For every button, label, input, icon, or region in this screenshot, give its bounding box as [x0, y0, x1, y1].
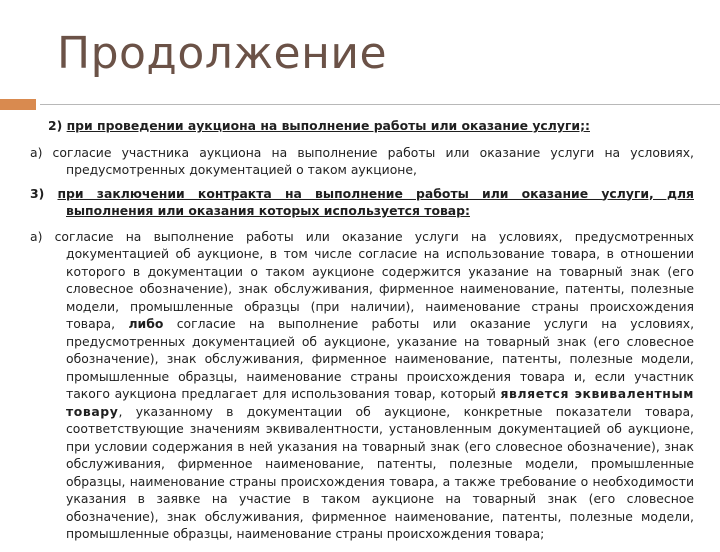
- slide-title: Продолжение: [57, 28, 388, 79]
- section-3-item-a: [30, 228, 694, 543]
- section-2-item-a: а) согласие участника аукциона на выполнение работы или оказание услуги на условиях, предусмотренных документацией о таком аукционе,: [30, 144, 694, 177]
- slide-body: [30, 117, 694, 552]
- section-3-item-a-part2: согласие на выполнение работы или оказание услуги на условиях, предусмотренных документацией об аукционе, указание на товарный знак (его словесное обозначение), знак обслуживания, фирменное наименование, патенты, полезные модели, промышленные образцы, наименование страны происхождения товара и, если участник такого аукциона предлагает для использования товар, который: [66, 316, 695, 401]
- section-2-heading-text: при проведении аукциона на выполнение работы или оказание услуги;:: [66, 118, 590, 133]
- section-3-heading-text: при заключении контракта на выполнение работы или оказание услуги, для выполнения или оказания которых используется товар:: [57, 185, 694, 218]
- section-2-heading: [30, 117, 694, 135]
- section-3-item-a-bold-equivalent: является эквивалентным товару: [66, 386, 694, 419]
- section-2-number: 2): [48, 118, 67, 133]
- section-3-number: 3): [30, 185, 58, 201]
- section-3-item-a-bold-either: либо: [128, 316, 164, 331]
- section-3-item-a-part1: а) согласие на выполнение работы или оказание услуги на условиях, предусмотренных документацией об аукционе, в том числе согласие на использование товара, в отношении которого в документации о таком аукционе содержится указание на товарный знак (его словесное обозначение), знак обслуживания, фирменное наименование, патенты, полезные модели, промышленные образцы (при наличии), наименование страны происхождения товара,: [30, 228, 694, 331]
- title-divider-accent: [0, 99, 36, 110]
- section-3-heading: [30, 185, 694, 220]
- section-3-item-a-part3: , указанному в документации об аукционе, конкретные показатели товара, соответствующие значениям эквивалентности, установленным документацией об аукционе, при условии содержания в ней указания на товарный знак (его словесное обозначение), знак обслуживания, фирменное наименование, патенты, полезные модели, промышленные образцы, наименование страны происхождения товара, а также требование о необходимости указания в заявке на участие в таком аукционе на товарный знак (его словесное обозначение), знак обслуживания, фирменное наименование, патенты, полезные модели, промышленные образцы, наименование страны происхождения товара;: [66, 403, 694, 541]
- title-divider-line: [40, 104, 720, 105]
